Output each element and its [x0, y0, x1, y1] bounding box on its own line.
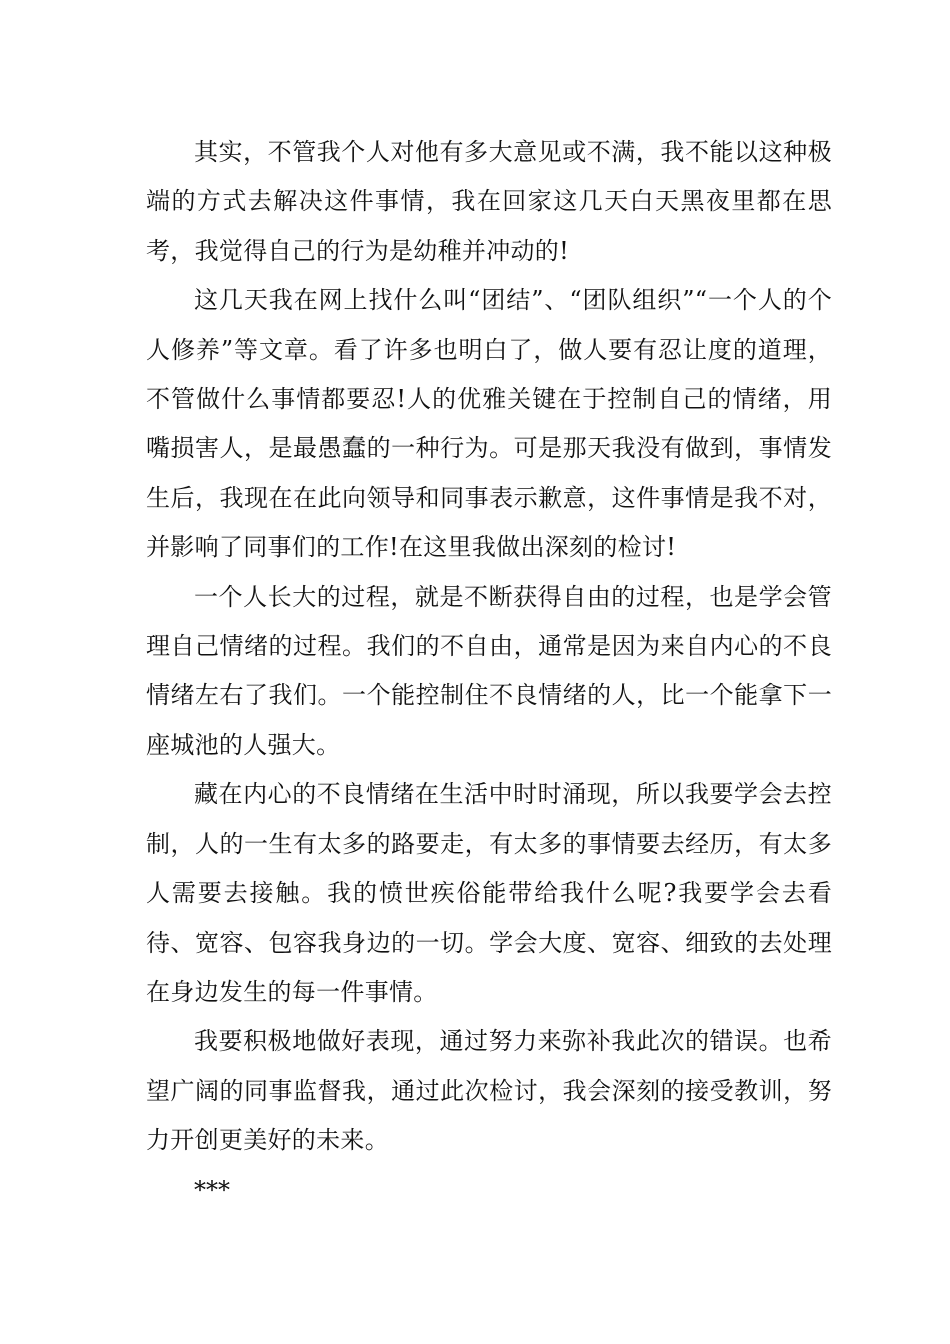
section-separator: ***	[194, 1175, 230, 1204]
paragraph-5: 我要积极地做好表现，通过努力来弥补我此次的错误。也希望广阔的同事监督我，通过此次检讨，我会深刻的接受教训，努力开创更美好的未来。	[146, 1027, 832, 1155]
paragraph-1: 其实，不管我个人对他有多大意见或不满，我不能以这种极端的方式去解决这件事情，我在回家这几天白天黑夜里都在思考，我觉得自己的行为是幼稚并冲动的!	[146, 138, 832, 265]
paragraph-4: 藏在内心的不良情绪在生活中时时涌现，所以我要学会去控制，人的一生有太多的路要走，有太多的事情要去经历，有太多人需要去接触。我的愤世疾俗能带给我什么呢?我要学会去看待、宽容、包容我身边的一切。学会大度、宽容、细致的去处理在身边发生的每一件事情。	[146, 780, 832, 1006]
document-body	[146, 128, 832, 1215]
paragraph-2: 这几天我在网上找什么叫“团结”、“团队组织”“一个人的个人修养”等文章。看了许多也明白了，做人要有忍让度的道理，不管做什么事情都要忍!人的优雅关键在于控制自己的情绪，用嘴损害人，是最愚蠢的一种行为。可是那天我没有做到，事情发生后，我现在在此向领导和同事表示歉意，这件事情是我不对，并影响了同事们的工作!在这里我做出深刻的检讨!	[146, 286, 832, 562]
paragraph-3: 一个人长大的过程，就是不断获得自由的过程，也是学会管理自己情绪的过程。我们的不自由，通常是因为来自内心的不良情绪左右了我们。一个能控制住不良情绪的人，比一个能拿下一座城池的人强大。	[146, 582, 832, 759]
